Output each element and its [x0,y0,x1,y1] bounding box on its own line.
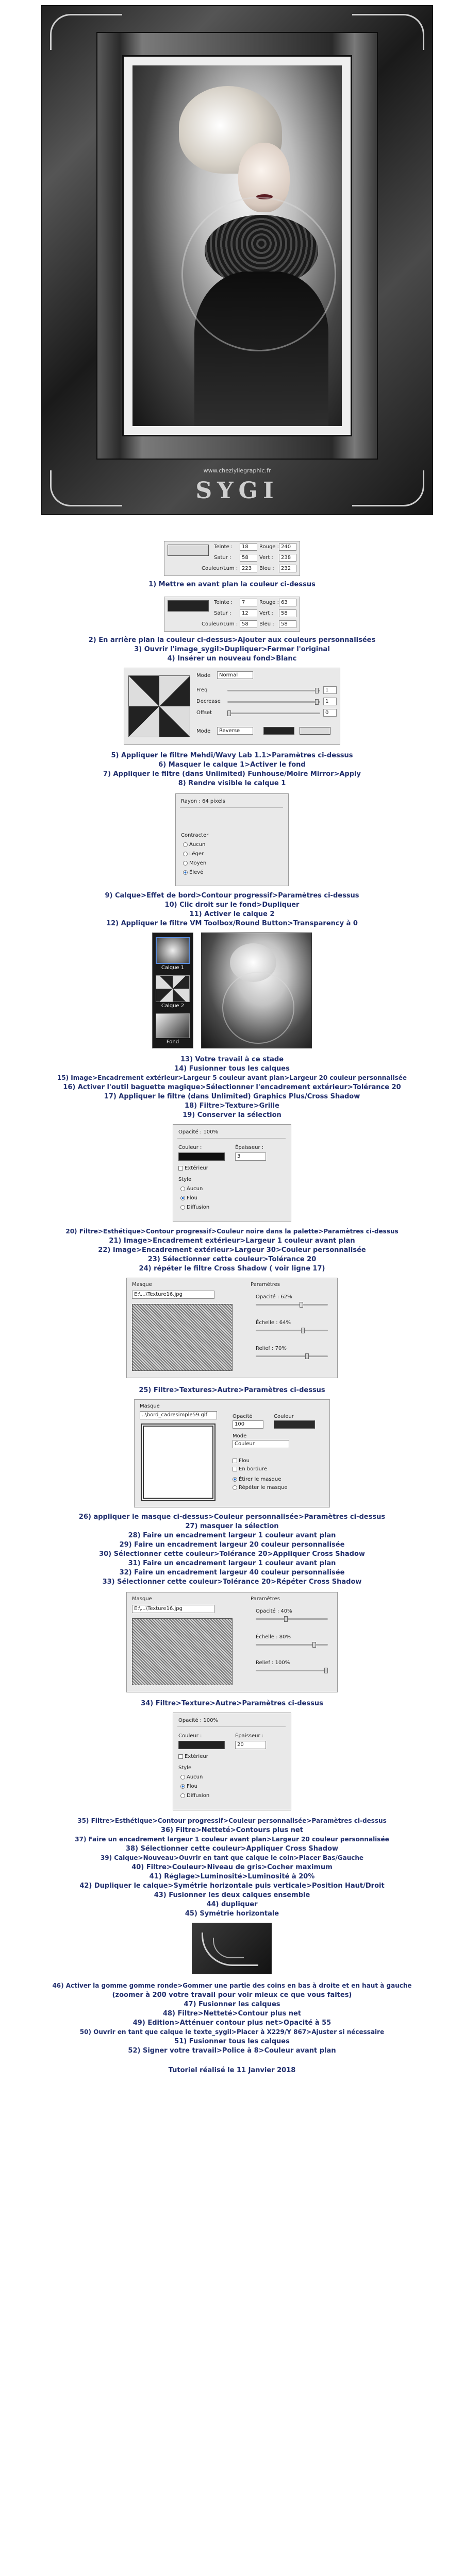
layer-thumb-3[interactable] [156,1013,190,1038]
radio-aucun[interactable]: Aucun [180,1774,203,1781]
vert-value[interactable]: 58 [279,609,296,617]
epaisseur-label: Épaisseur : [235,1145,264,1150]
wavy-slider-3[interactable] [227,713,320,714]
relief-slider[interactable] [256,1355,328,1357]
wavy-mode-label: Mode [196,728,211,734]
step-text: 24) répéter le filtre Cross Shadow ( voir ligne 17) [139,1265,325,1273]
couleur-swatch[interactable] [178,1741,225,1749]
step-text: 49) Edition>Atténuer contour plus net>Opacité à 55 [132,2019,332,2027]
radio-aucun[interactable]: Aucun [180,1185,203,1192]
portrait-round-button [181,197,336,351]
texture-file-select[interactable]: E:\...\Texture16.jpg [132,1605,214,1613]
feather-panel [175,793,289,886]
label-rouge: Rouge : [259,544,279,550]
step-text: 14) Fusionner tous les calques [174,1065,290,1073]
step-text: 51) Fusionner tous les calques [174,2038,290,2045]
texture-echelle: Échelle : 80% [256,1634,291,1640]
step-text: 52) Signer votre travail>Police à 8>Couleur avant plan [128,2047,336,2055]
step-text: 41) Réglage>Luminosité>Luminosité à 20% [149,1873,315,1880]
step-text: 1) Mettre en avant plan la couleur ci-dessus [148,581,316,588]
style-label: Style [178,1765,192,1771]
step-text: 21) Image>Encadrement extérieur>Largeur 1 couleur avant plan [109,1237,355,1245]
wavy-slider-2[interactable] [227,701,320,703]
layers-panel [152,933,193,1048]
rouge-value[interactable]: 240 [279,543,296,551]
lum-value[interactable]: 223 [240,565,257,572]
texture-opacity: Opacité : 40% [256,1608,292,1614]
wavy-value-1[interactable]: 1 [323,686,337,694]
echelle-slider[interactable] [256,1330,328,1331]
teinte-value[interactable]: 18 [240,543,257,551]
epaisseur-input[interactable]: 3 [235,1153,266,1161]
bleu-value[interactable]: 232 [279,565,296,572]
layer-thumb-1[interactable] [156,937,190,964]
step-text: 38) Sélectionner cette couleur>Appliquer Cross Shadow [125,1845,339,1853]
rouge-value[interactable]: 63 [279,599,296,606]
corner-ornament-image [192,1923,272,1974]
mask-file-select[interactable]: ..\bord_cadresimple59.gif [140,1411,217,1419]
step-text: 27) masquer la sélection [185,1522,279,1530]
satur-value[interactable]: 58 [240,554,257,562]
step-text: 8) Rendre visible le calque 1 [178,779,286,787]
epaisseur-label: Épaisseur : [235,1733,264,1739]
label-vert: Vert : [259,611,273,616]
step-text: 10) Clic droit sur le fond>Dupliquer [164,901,300,909]
divider [180,807,283,808]
step-text: 13) Votre travail à ce stade [180,1056,284,1063]
texture-relief: Relief : 70% [256,1346,287,1351]
step-text: 22) Image>Encadrement extérieur>Largeur 30>Couleur personnalisée [98,1246,366,1254]
step-text: 25) Filtre>Textures>Autre>Paramètres ci-dessus [139,1386,325,1394]
texture-panel-2 [126,1592,338,1692]
color-swatch-light [300,727,330,735]
couleur-label: Couleur : [178,1733,202,1739]
color-values-panel-2 [164,597,300,632]
step-text: 23) Sélectionner cette couleur>Tolérance 20 [147,1256,317,1263]
wavy-slider-1[interactable] [227,690,320,691]
step-text: 35) Filtre>Esthétique>Contour progressif>Couleur personnalisée>Paramètres ci-dessus [77,1817,387,1824]
layer-label-1[interactable]: Calque 1 [161,965,185,971]
step-text: 46) Activer la gomme gomme ronde>Gommer une partie des coins en bas à droite et en haut à gauche [52,1982,412,1989]
texture-echelle: Échelle : 64% [256,1320,291,1326]
label-satur: Satur : [214,555,231,561]
progressive-contour-panel [173,1124,291,1222]
step-text: 2) En arrière plan la couleur ci-dessus>Ajouter aux couleurs personnalisées [88,636,376,644]
label-satur: Satur : [214,611,231,616]
wavy-preview [128,675,190,737]
vert-value[interactable]: 238 [279,554,296,562]
repeter-radio[interactable]: Répéter le masque [233,1484,288,1491]
step-text: 48) Filtre>Netteté>Contour plus net [162,2010,302,2018]
background-color-swatch [168,600,209,612]
step-text: 11) Activer le calque 2 [189,910,275,918]
divider [177,1138,286,1139]
step-text: 19) Conserver la sélection [183,1111,281,1119]
step-text: 6) Masquer le calque 1>Activer le fond [158,761,306,769]
radio-diffusion[interactable]: Diffusion [180,1792,209,1799]
mask-color-label: Couleur [274,1414,294,1419]
label-teinte: Teinte : [214,600,233,605]
step-text: 9) Calque>Effet de bord>Contour progressif>Paramètres ci-dessus [105,892,359,900]
feather-radius: Rayon : 64 pixels [181,799,225,804]
step-text: 32) Faire un encadrement largeur 40 couleur personnalisée [119,1569,345,1577]
mask-panel [134,1399,330,1507]
couleur-label: Couleur : [178,1145,202,1150]
radio-aucun[interactable]: Aucun [183,841,205,848]
wavy-value-2[interactable]: 1 [323,698,337,705]
radio-flou[interactable]: Flou [180,1195,197,1201]
wavy-slider1-label: Freq [196,687,208,693]
radio-moyen[interactable]: Moyen [183,860,206,867]
texture-preview [132,1618,233,1685]
mask-mode-select[interactable]: Couleur [233,1440,289,1448]
stage-round-button [222,972,294,1044]
step-text: 28) Faire un encadrement largeur 1 couleur avant plan [128,1532,336,1539]
epaisseur-input[interactable]: 20 [235,1741,266,1749]
texture-opacity: Opacité : 62% [256,1294,292,1300]
mask-opacity-input[interactable]: 100 [233,1420,263,1429]
step-text: 29) Faire un encadrement largeur 20 couleur personnalisée [119,1541,345,1549]
step-text: 37) Faire un encadrement largeur 1 couleur avant plan>Largeur 20 couleur personnalisée [75,1836,389,1843]
texture-file-select[interactable]: E:\...\Texture16.jpg [132,1291,214,1299]
exterieur-checkbox[interactable]: Extérieur [178,1165,208,1172]
step-text: 40) Filtre>Couleur>Niveau de gris>Cocher maximum [131,1863,333,1871]
step-text: 43) Fusionner les deux calques ensemble [154,1891,310,1899]
texture-relief: Relief : 100% [256,1660,290,1666]
footer-credit: Tutoriel réalisé le 11 Janvier 2018 [168,2066,296,2074]
bordure-checkbox[interactable]: En bordure [233,1466,267,1472]
opacity-label: Opacité : 100% [178,1718,219,1723]
label-rouge: Rouge : [259,600,279,605]
teinte-value[interactable]: 7 [240,599,257,606]
exterieur-checkbox[interactable]: Extérieur [178,1753,208,1760]
radio-eleve[interactable]: Élevé [183,869,203,876]
step-text: 26) appliquer le masque ci-dessus>Couleur personnalisée>Paramètres ci-dessus [78,1513,386,1521]
foreground-color-swatch [168,545,209,556]
step-text: 7) Appliquer le filtre (dans Unlimited) Funhouse/Moire Mirror>Apply [103,770,361,778]
style-label: Style [178,1177,192,1182]
label-bleu: Bleu : [259,566,274,571]
step-text: 36) Filtre>Netteté>Contours plus net [161,1826,303,1834]
contract-label: Contracter [181,833,209,838]
params-label: Paramètres [251,1282,280,1287]
wavy-slider2-label: Decrease [196,699,221,704]
color-values-panel-1 [164,541,300,576]
color-swatch-dark [263,727,294,735]
step-text: (zoomer à 200 votre travail pour voir mieux ce que vous faites) [112,1991,352,1999]
divider [177,1726,286,1727]
stage-preview-image [201,933,312,1048]
texture-panel-1 [126,1278,338,1378]
framed-artwork [41,5,433,515]
layer-label-3[interactable]: Fond [166,1039,179,1045]
label-lum: Couleur/Lum : [202,621,238,627]
step-text: 47) Fusionner les calques [184,2001,280,2008]
watermark: www.chezlyliegraphic.fr [203,467,271,474]
opacity-slider[interactable] [256,1304,328,1306]
flou-checkbox[interactable]: Flou [233,1458,250,1464]
label-lum: Couleur/Lum : [202,566,238,571]
step-text: 17) Appliquer le filtre (dans Unlimited) Graphics Plus/Cross Shadow [104,1093,360,1100]
portrait-image [132,65,342,426]
step-text: 34) Filtre>Texture>Autre>Paramètres ci-dessus [141,1700,323,1707]
wavy-slider3-label: Offset [196,710,212,716]
opacity-label: Opacité : 100% [178,1129,219,1135]
radio-diffusion[interactable]: Diffusion [180,1204,209,1211]
step-text: 4) Insérer un nouveau fond>Blanc [167,655,297,663]
bleu-value[interactable]: 58 [279,620,296,628]
step-text: 45) Symétrie horizontale [185,1910,279,1918]
mask-title: Masque [140,1403,160,1409]
mask-mode-label: Mode [233,1433,247,1439]
step-text: 5) Appliquer le filtre Mehdi/Wavy Lab 1.1>Paramètres ci-dessus [111,752,353,759]
echelle-slider[interactable] [256,1644,328,1646]
mask-color-swatch[interactable] [274,1420,315,1429]
lum-value[interactable]: 58 [240,620,257,628]
mask-opacity-label: Opacité [233,1414,253,1419]
step-text: 31) Faire un encadrement largeur 1 couleur avant plan [128,1560,336,1567]
step-text: 39) Calque>Nouveau>Ouvrir en tant que calque le coin>Placer Bas/Gauche [100,1854,364,1861]
wavy-value-3[interactable]: 0 [323,709,337,717]
opacity-slider[interactable] [256,1618,328,1620]
step-text: 16) Activer l'outil baguette magique>Sélectionner l'encadrement extérieur>Tolérance 20 [63,1083,401,1091]
step-text: 20) Filtre>Esthétique>Contour progressif>Couleur noire dans la palette>Paramètres ci-dessus [65,1228,399,1235]
step-text: 3) Ouvrir l'image_sygil>Dupliquer>Fermer l'original [134,646,330,653]
mask-preview [141,1423,216,1501]
texture-title: Masque [132,1282,152,1287]
texture-title: Masque [132,1596,152,1602]
couleur-swatch[interactable] [178,1153,225,1161]
layer-thumb-2[interactable] [156,975,190,1002]
satur-value[interactable]: 12 [240,609,257,617]
label-vert: Vert : [259,555,273,561]
wavy-lab-panel [124,668,340,745]
step-text: 30) Sélectionner cette couleur>Tolérance 20>Appliquer Cross Shadow [99,1550,365,1558]
params-label: Paramètres [251,1596,280,1602]
label-teinte: Teinte : [214,544,233,550]
wavy-preset-select[interactable]: Normal [217,671,253,679]
etirer-radio[interactable]: Étirer le masque [233,1476,281,1483]
wavy-preset-label: Mode [196,673,211,679]
radio-leger[interactable]: Léger [183,851,204,857]
layer-label-2[interactable]: Calque 2 [161,1003,185,1009]
relief-slider[interactable] [256,1670,328,1671]
step-text: 50) Ouvrir en tant que calque le texte_sygil>Placer à X229/Y 867>Ajuster si nécessaire [79,2028,385,2036]
step-text: 15) Image>Encadrement extérieur>Largeur 5 couleur avant plan>Largeur 20 couleur personnalisée [57,1074,407,1081]
wavy-mode-select[interactable]: Reverse [217,727,253,735]
radio-flou[interactable]: Flou [180,1783,197,1790]
label-bleu: Bleu : [259,621,274,627]
step-text: 18) Filtre>Texture>Grille [185,1102,279,1110]
signature: SYGI [195,478,279,504]
step-text: 12) Appliquer le filtre VM Toolbox/Round Button>Transparency à 0 [106,920,358,927]
progressive-contour-panel-2 [173,1713,291,1810]
texture-preview [132,1304,233,1371]
step-text: 44) dupliquer [206,1901,258,1908]
step-text: 42) Dupliquer le calque>Symétrie horizontale puis verticale>Position Haut/Droit [79,1882,385,1890]
step-text: 33) Sélectionner cette couleur>Tolérance 20>Répéter Cross Shadow [102,1578,362,1586]
